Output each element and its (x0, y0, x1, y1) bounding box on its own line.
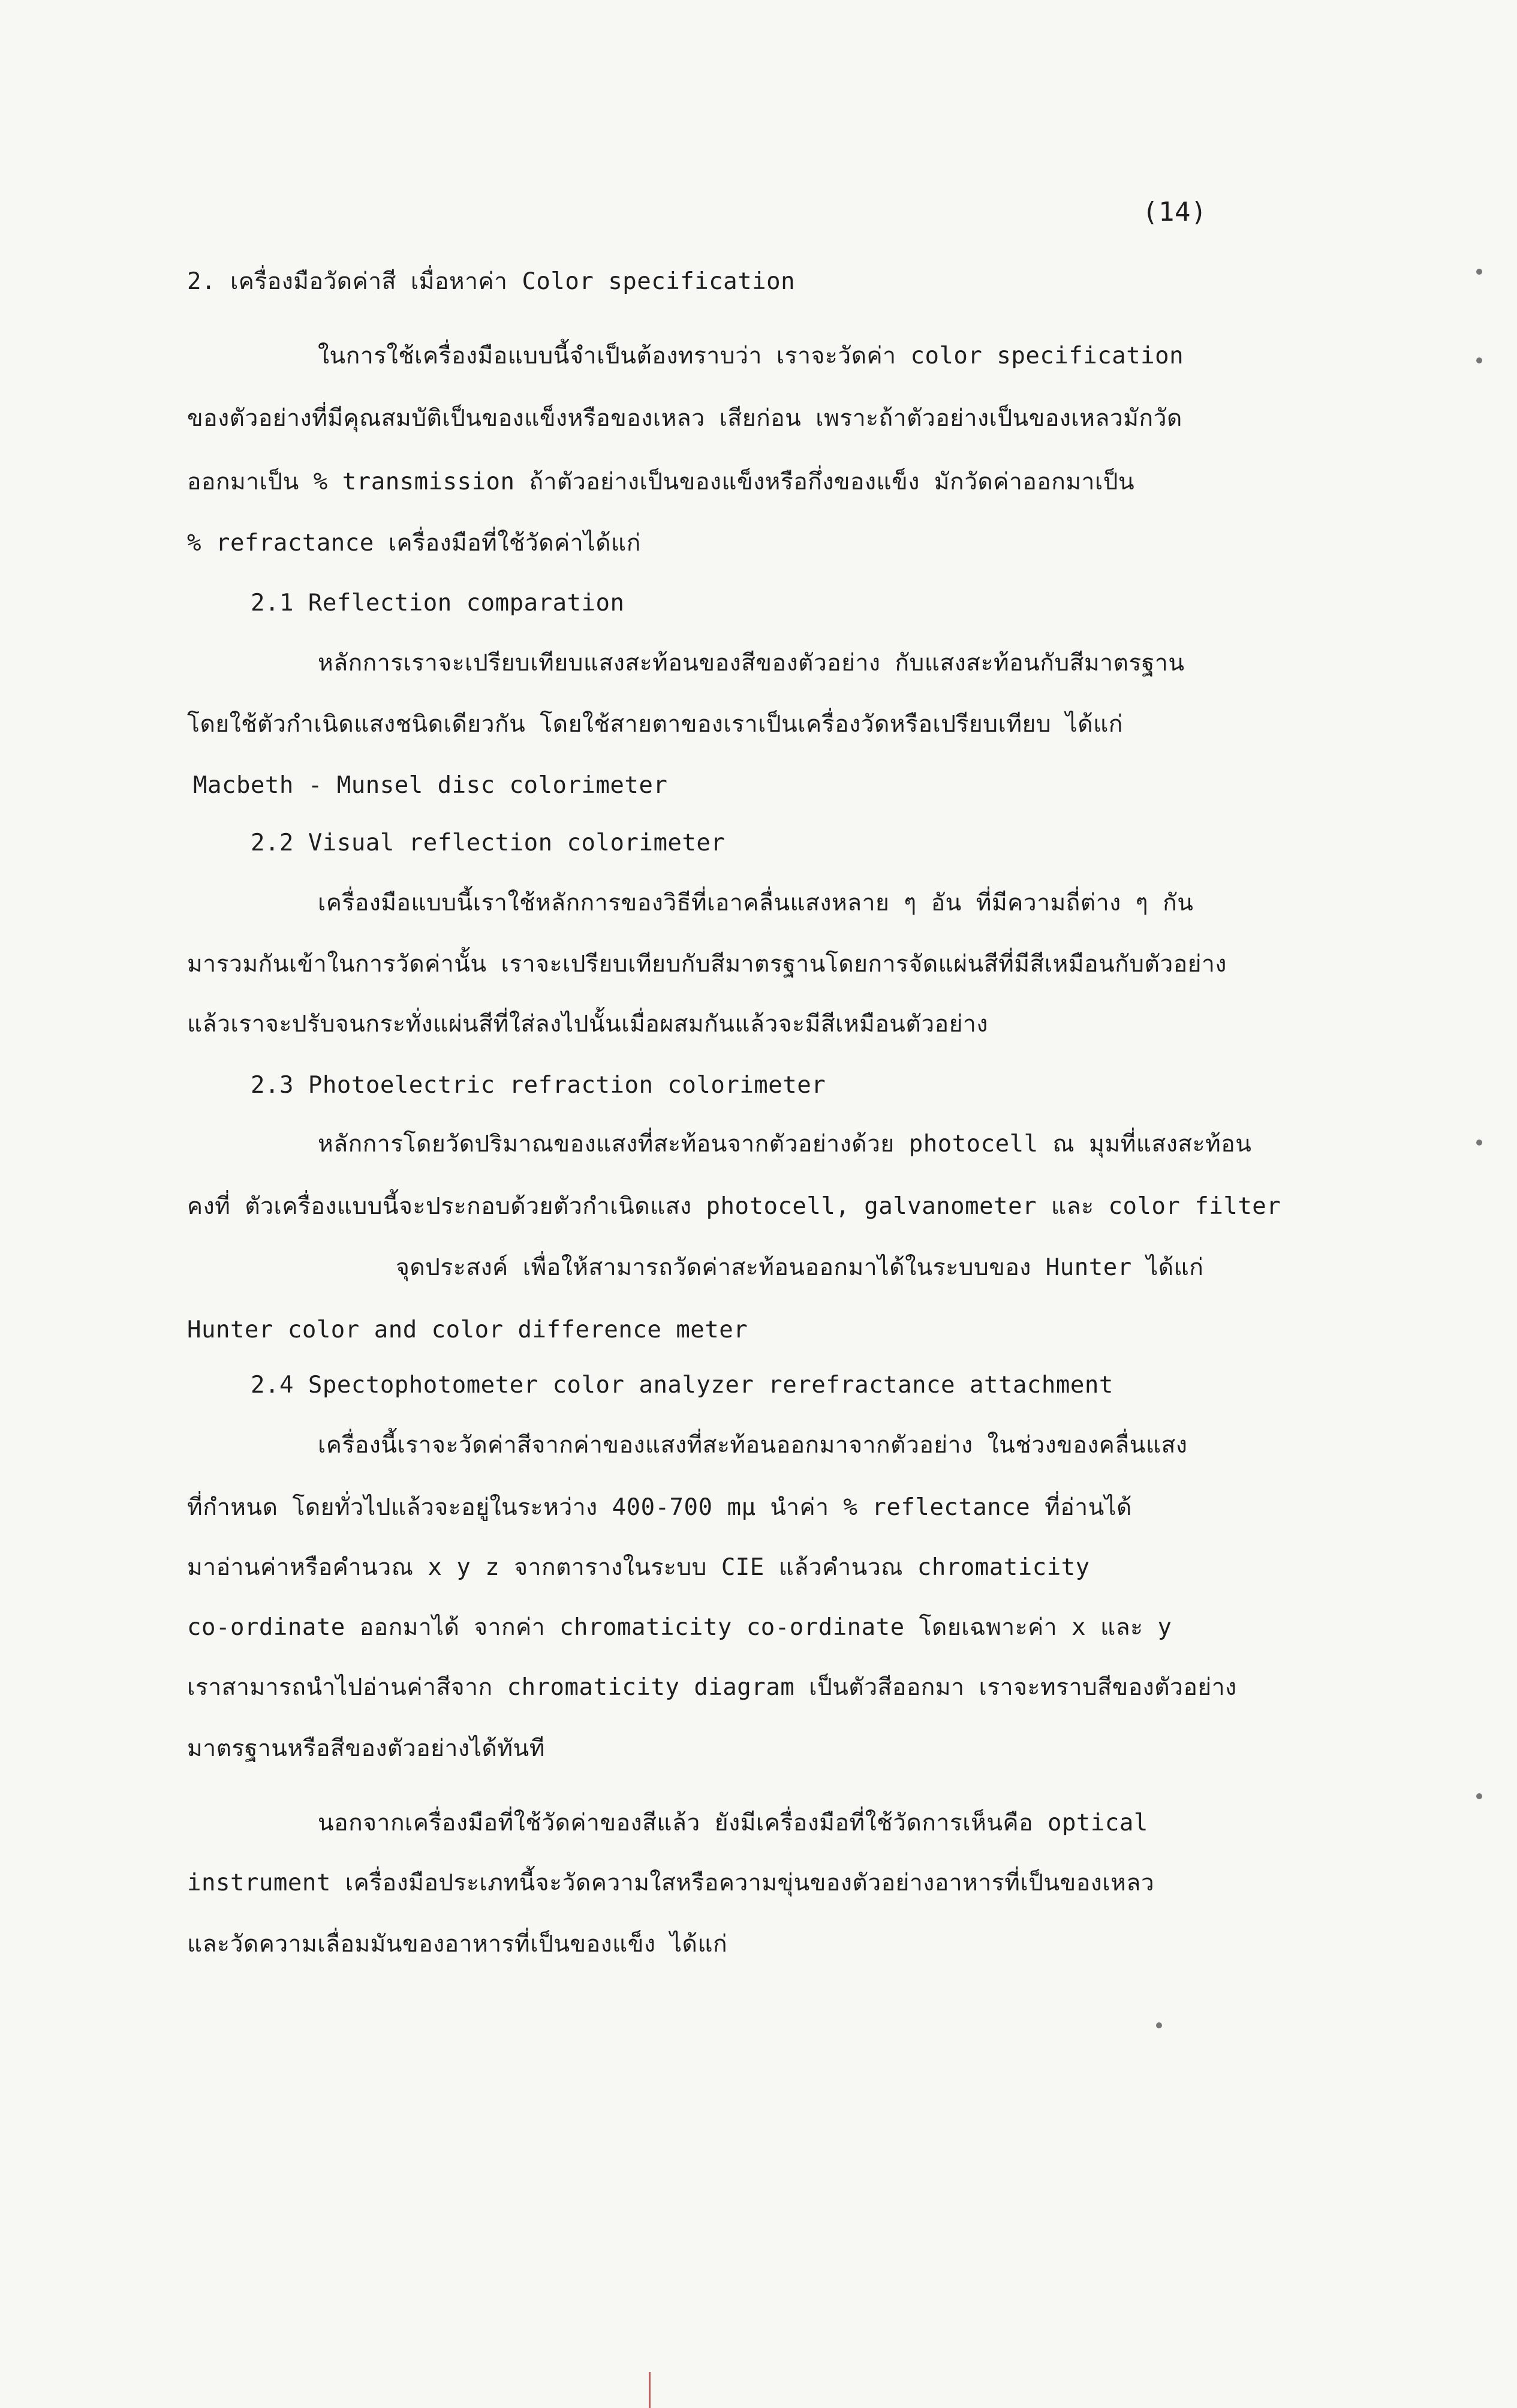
text-line: ที่กำหนด โดยทั่วไปแล้วจะอยู่ในระหว่าง 400-700 mμ นำค่า % reflectance ที่อ่านได้ (187, 1494, 1132, 1521)
heading-2-1: 2.1 Reflection comparation (251, 590, 625, 617)
text-line: โดยใช้ตัวกำเนิดแสงชนิดเดียวกัน โดยใช้สายตาของเราเป็นเครื่องวัดหรือเปรียบเทียบ ได้แก่ (187, 711, 1123, 738)
text-line: มาตรฐานหรือสีของตัวอย่างได้ทันที (187, 1735, 545, 1762)
scan-speck (1476, 1793, 1482, 1799)
text-line: หลักการเราจะเปรียบเทียบแสงสะท้อนของสีของตัวอย่าง กับแสงสะท้อนกับสีมาตรฐาน (318, 650, 1185, 677)
text-line: ของตัวอย่างที่มีคุณสมบัติเป็นของแข็งหรือของเหลว เสียก่อน เพราะถ้าตัวอย่างเป็นของเหลวมักวัด (187, 405, 1182, 432)
text-line: มารวมกันเข้าในการวัดค่านั้น เราจะเปรียบเทียบกับสีมาตรฐานโดยการจัดแผ่นสีที่มีสีเหมือนกับตัวอย่าง (187, 951, 1227, 978)
binding-mark (649, 2372, 651, 2408)
heading-2-4: 2.4 Spectophotometer color analyzer rerefractance attachment (251, 1372, 1113, 1399)
text-line: co-ordinate ออกมาได้ จากค่า chromaticity co-ordinate โดยเฉพาะค่า x และ y (187, 1614, 1172, 1641)
text-line: เครื่องมือแบบนี้เราใช้หลักการของวิธีที่เอาคลื่นแสงหลาย ๆ อัน ที่มีความถี่ต่าง ๆ กัน (318, 889, 1194, 916)
heading-2: 2. เครื่องมือวัดค่าสี เมื่อหาค่า Color specification (187, 268, 796, 295)
heading-2-2: 2.2 Visual reflection colorimeter (251, 829, 726, 856)
text-line: instrument เครื่องมือประเภทนี้จะวัดความใสหรือความขุ่นของตัวอย่างอาหารที่เป็นของเหลว (187, 1869, 1155, 1896)
scan-speck (1476, 269, 1482, 275)
text-line: คงที่ ตัวเครื่องแบบนี้จะประกอบด้วยตัวกำเนิดแสง photocell, galvanometer และ color filter (187, 1193, 1281, 1220)
text-line: แล้วเราจะปรับจนกระทั่งแผ่นสีที่ใส่ลงไปนั้นเมื่อผสมกันแล้วจะมีสีเหมือนตัวอย่าง (187, 1011, 988, 1038)
text-line: และวัดความเลื่อมมันของอาหารที่เป็นของแข็ง ได้แก่ (187, 1931, 728, 1958)
text-line: เราสามารถนำไปอ่านค่าสีจาก chromaticity diagram เป็นตัวสีออกมา เราจะทราบสีของตัวอย่าง (187, 1674, 1237, 1701)
text-line: เครื่องนี้เราจะวัดค่าสีจากค่าของแสงที่สะท้อนออกมาจากตัวอย่าง ในช่วงของคลื่นแสง (318, 1432, 1188, 1459)
text-line: Macbeth - Munsel disc colorimeter (193, 772, 668, 799)
page-number: (14) (1142, 197, 1207, 227)
text-line: Hunter color and color difference meter (187, 1316, 748, 1343)
text-line: มาอ่านค่าหรือคำนวณ x y z จากตารางในระบบ CIE แล้วคำนวณ chromaticity (187, 1554, 1090, 1581)
text-line: ในการใช้เครื่องมือแบบนี้จำเป็นต้องทราบว่า เราจะวัดค่า color specification (318, 342, 1184, 369)
scan-speck (1476, 357, 1482, 363)
scan-speck (1156, 2022, 1162, 2028)
text-line: หลักการโดยวัดปริมาณของแสงที่สะท้อนจากตัวอย่างด้วย photocell ณ มุมที่แสงสะท้อน (318, 1131, 1252, 1158)
scan-speck (1476, 1140, 1482, 1146)
text-line: นอกจากเครื่องมือที่ใช้วัดค่าของสีแล้ว ยังมีเครื่องมือที่ใช้วัดการเห็นคือ optical (318, 1809, 1148, 1836)
text-line: % refractance เครื่องมือที่ใช้วัดค่าได้แก่ (187, 530, 641, 557)
heading-2-3: 2.3 Photoelectric refraction colorimeter (251, 1072, 826, 1099)
text-line: จุดประสงค์ เพื่อให้สามารถวัดค่าสะท้อนออกมาได้ในระบบของ Hunter ได้แก่ (396, 1254, 1204, 1281)
text-line: ออกมาเป็น % transmission ถ้าตัวอย่างเป็นของแข็งหรือกึ่งของแข็ง มักวัดค่าออกมาเป็น (187, 468, 1135, 495)
